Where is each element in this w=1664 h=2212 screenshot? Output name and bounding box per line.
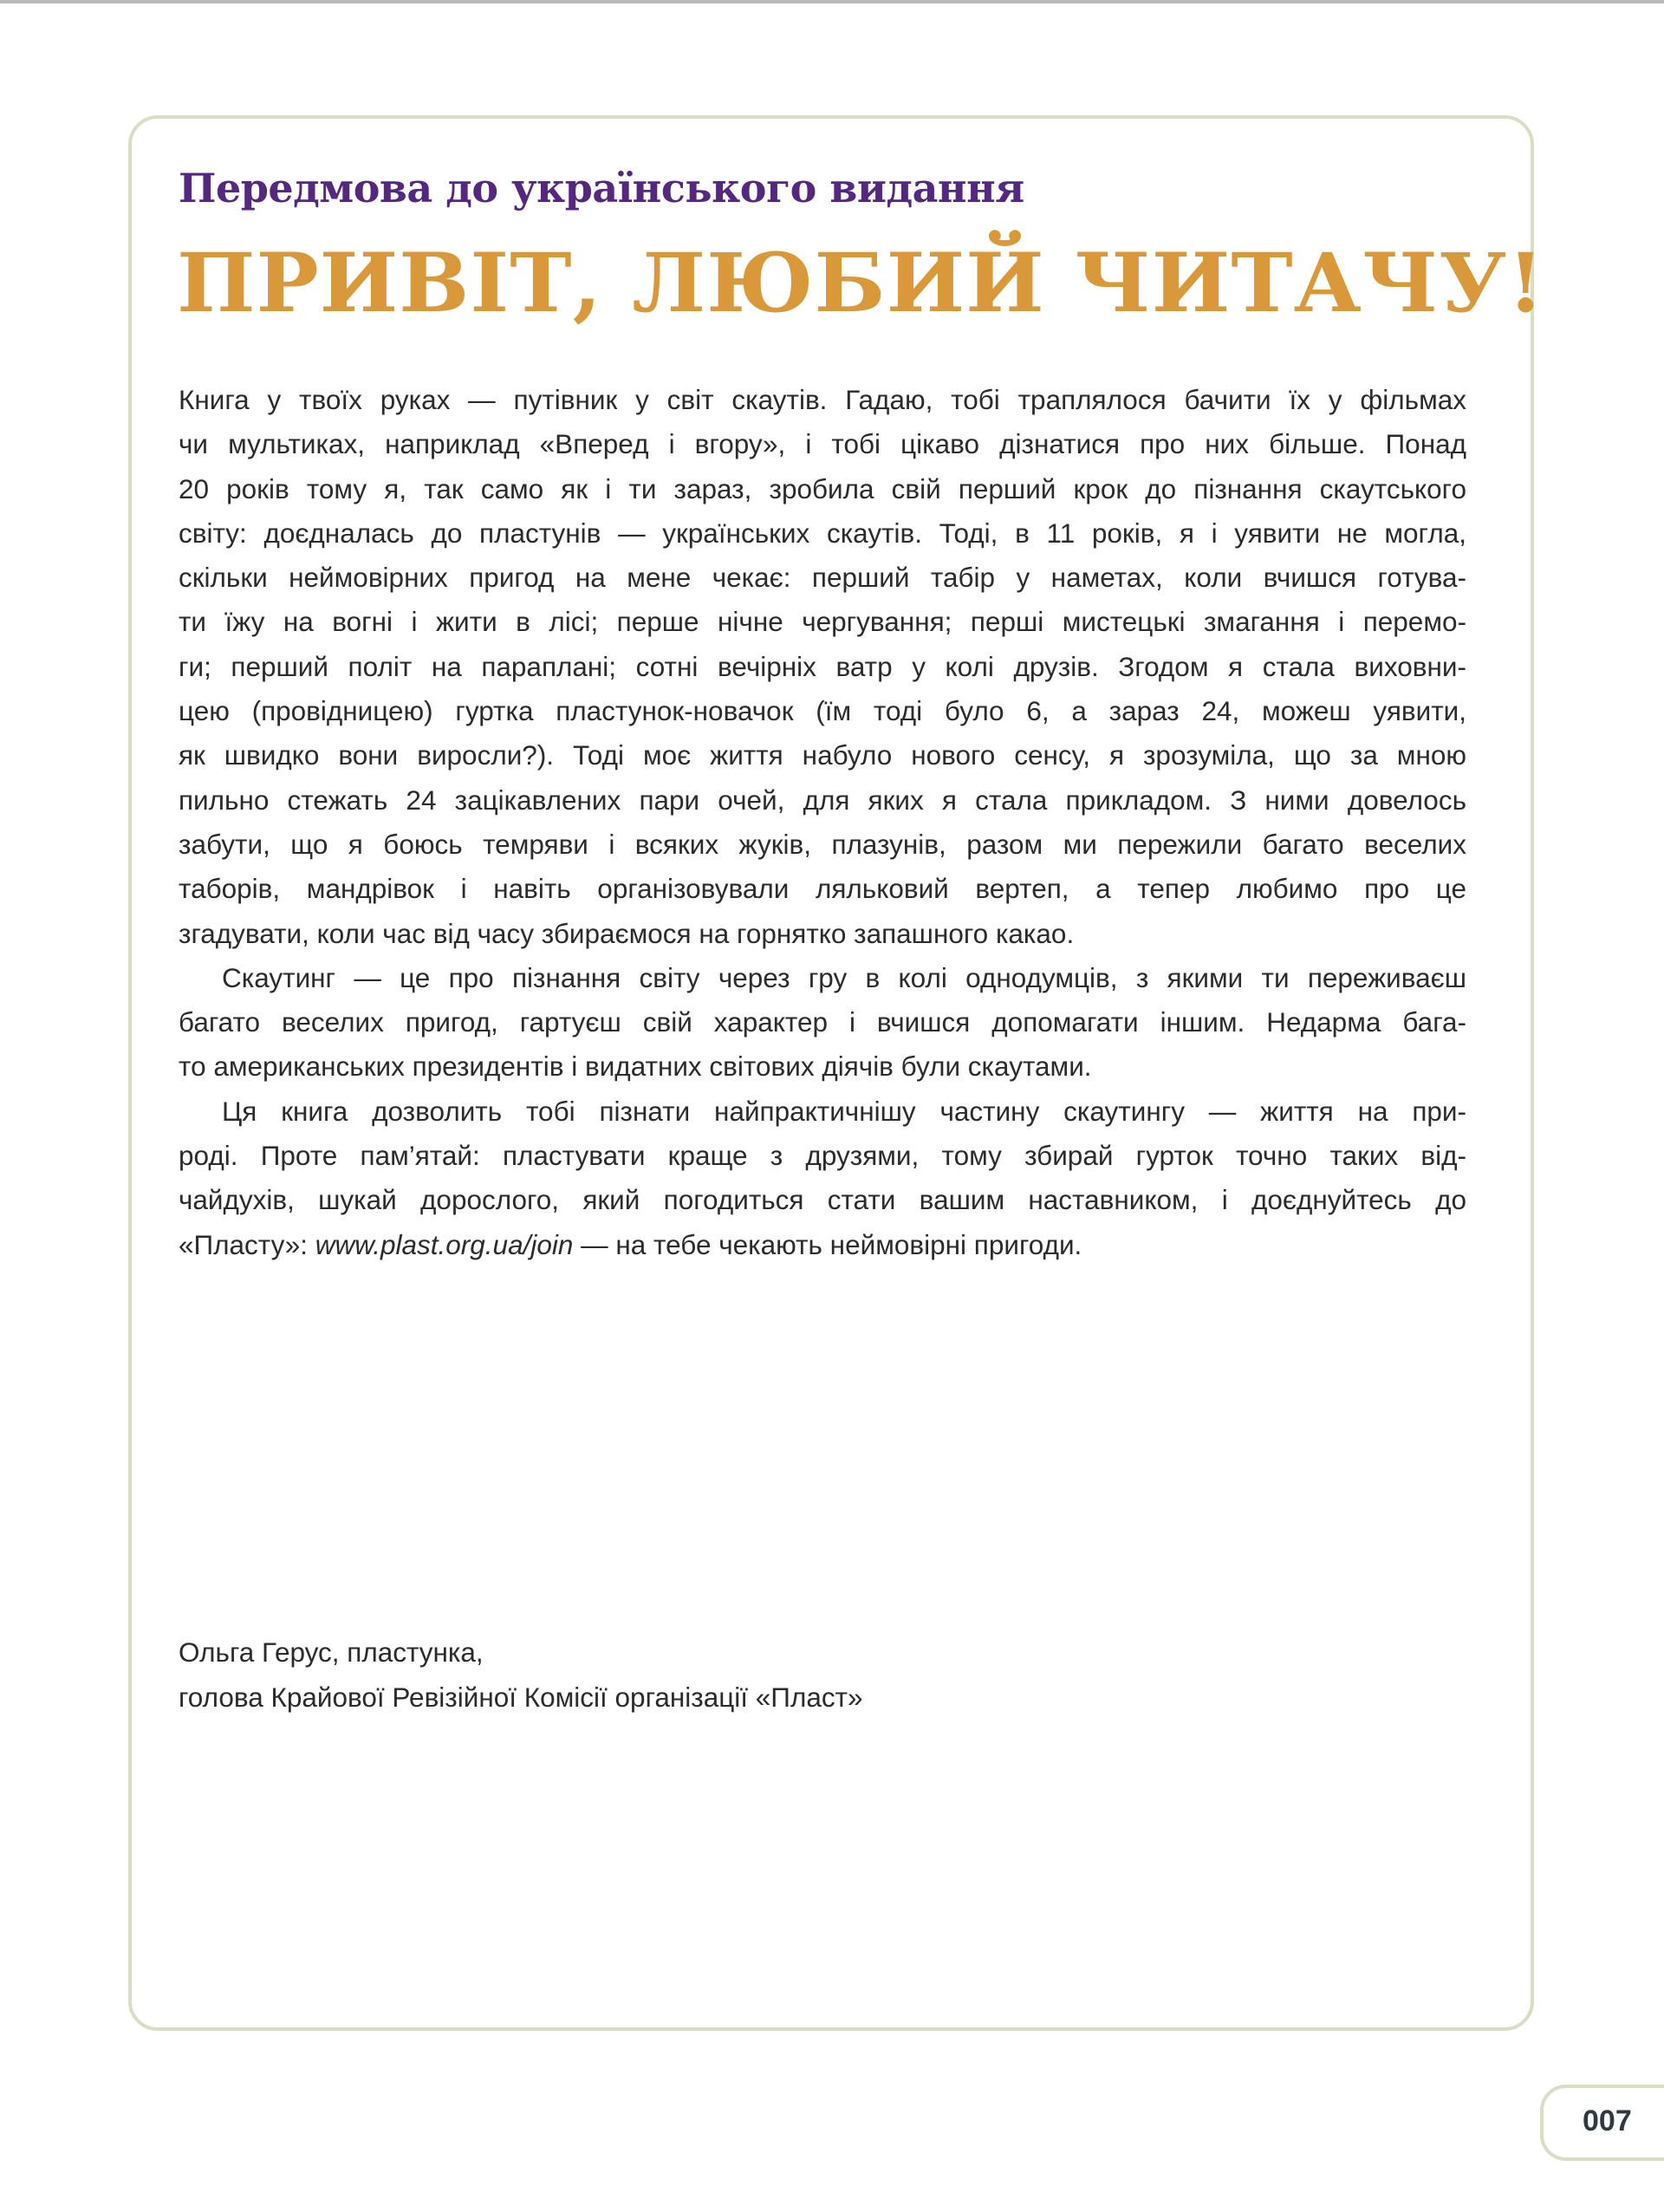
text-line: як швидко вони виросли?). Тоді моє життя набуло нового сенсу, я зрозуміла, що за мною xyxy=(179,739,1466,771)
page-number: 007 xyxy=(1583,2105,1632,2137)
text-line: ги; перший політ на параплані; сотні вечірніх ватр у колі друзів. Згодом я стала виховни- xyxy=(179,650,1466,682)
text-line: забути, що я боюсь темряви і всяких жуків, плазунів, разом ми пережили багато веселих xyxy=(179,828,1466,860)
text-line: згадувати, коли час від часу збираємося на горнятко запашного какао. xyxy=(179,917,1075,949)
text-line: світу: доєдналась до пластунів — українських скаутів. Тоді, в 11 років, я і уявити не могла, xyxy=(179,517,1466,549)
text-line: багато веселих пригод, гартуєш свій характер і вчишся допомагати іншим. Недарма бага- xyxy=(179,1006,1466,1038)
section-subtitle: Передмова до українського видання xyxy=(179,165,1024,211)
page-title: ПРИВІТ, ЛЮБИЙ ЧИТАЧУ! xyxy=(177,236,1545,331)
plast-join-link[interactable]: www.plast.org.ua/join xyxy=(315,1228,574,1260)
text-fragment: — на тебе чекають неймовірні пригоди. xyxy=(573,1228,1082,1260)
text-line: то американських президентів і видатних світових діячів були скаутами. xyxy=(179,1051,1092,1083)
signature-name: Ольга Герус, пластунка, xyxy=(179,1636,484,1668)
text-line: таборів, мандрівок і навіть організовували ляльковий вертеп, а тепер любимо про це xyxy=(179,873,1466,905)
text-line: роді. Проте пам’ятай: пластувати краще з друзями, тому збирай гурток точно таких від- xyxy=(179,1140,1466,1172)
text-line: цею (провідницею) гуртка пластунок-новачок (їм тоді було 6, а зараз 24, можеш уявити, xyxy=(179,695,1466,727)
text-line: 20 років тому я, так само як і ти зараз, зробила свій перший крок до пізнання скаутського xyxy=(179,472,1466,504)
text-line: Ця книга дозволить тобі пізнати найпрактичнішу частину скаутингу — життя на при- xyxy=(222,1095,1466,1127)
text-line: чайдухів, шукай дорослого, який погодиться стати вашим наставником, і доєднуйтесь до xyxy=(179,1184,1466,1216)
signature-title: голова Крайової Ревізійної Комісії організації «Пласт» xyxy=(179,1682,863,1713)
text-fragment: «Пласту»: xyxy=(179,1228,315,1260)
text-line: чи мультиках, наприклад «Вперед і вгору», і тобі цікаво дізнатися про них більше. Понад xyxy=(179,428,1466,460)
body-text xyxy=(179,378,1466,1267)
top-divider xyxy=(0,0,1664,3)
text-line-last xyxy=(179,1223,1466,1267)
text-line: пильно стежать 24 зацікавлених пари очей, для яких я стала прикладом. З ними довелось xyxy=(179,784,1466,816)
text-line: Скаутинг — це про пізнання світу через гру в колі однодумців, з якими ти переживаєш xyxy=(222,961,1466,993)
signature xyxy=(179,1630,863,1720)
text-line: скільки неймовірних пригод на мене чекає: перший табір у наметах, коли вчишся готува- xyxy=(179,562,1466,594)
text-line: Книга у твоїх руках — путівник у світ скаутів. Гадаю, тобі траплялося бачити їх у фільмах xyxy=(179,384,1466,415)
text-line: ти їжу на вогні і жити в лісі; перше нічне чергування; перші мистецькі змагання і перемо- xyxy=(179,606,1466,638)
